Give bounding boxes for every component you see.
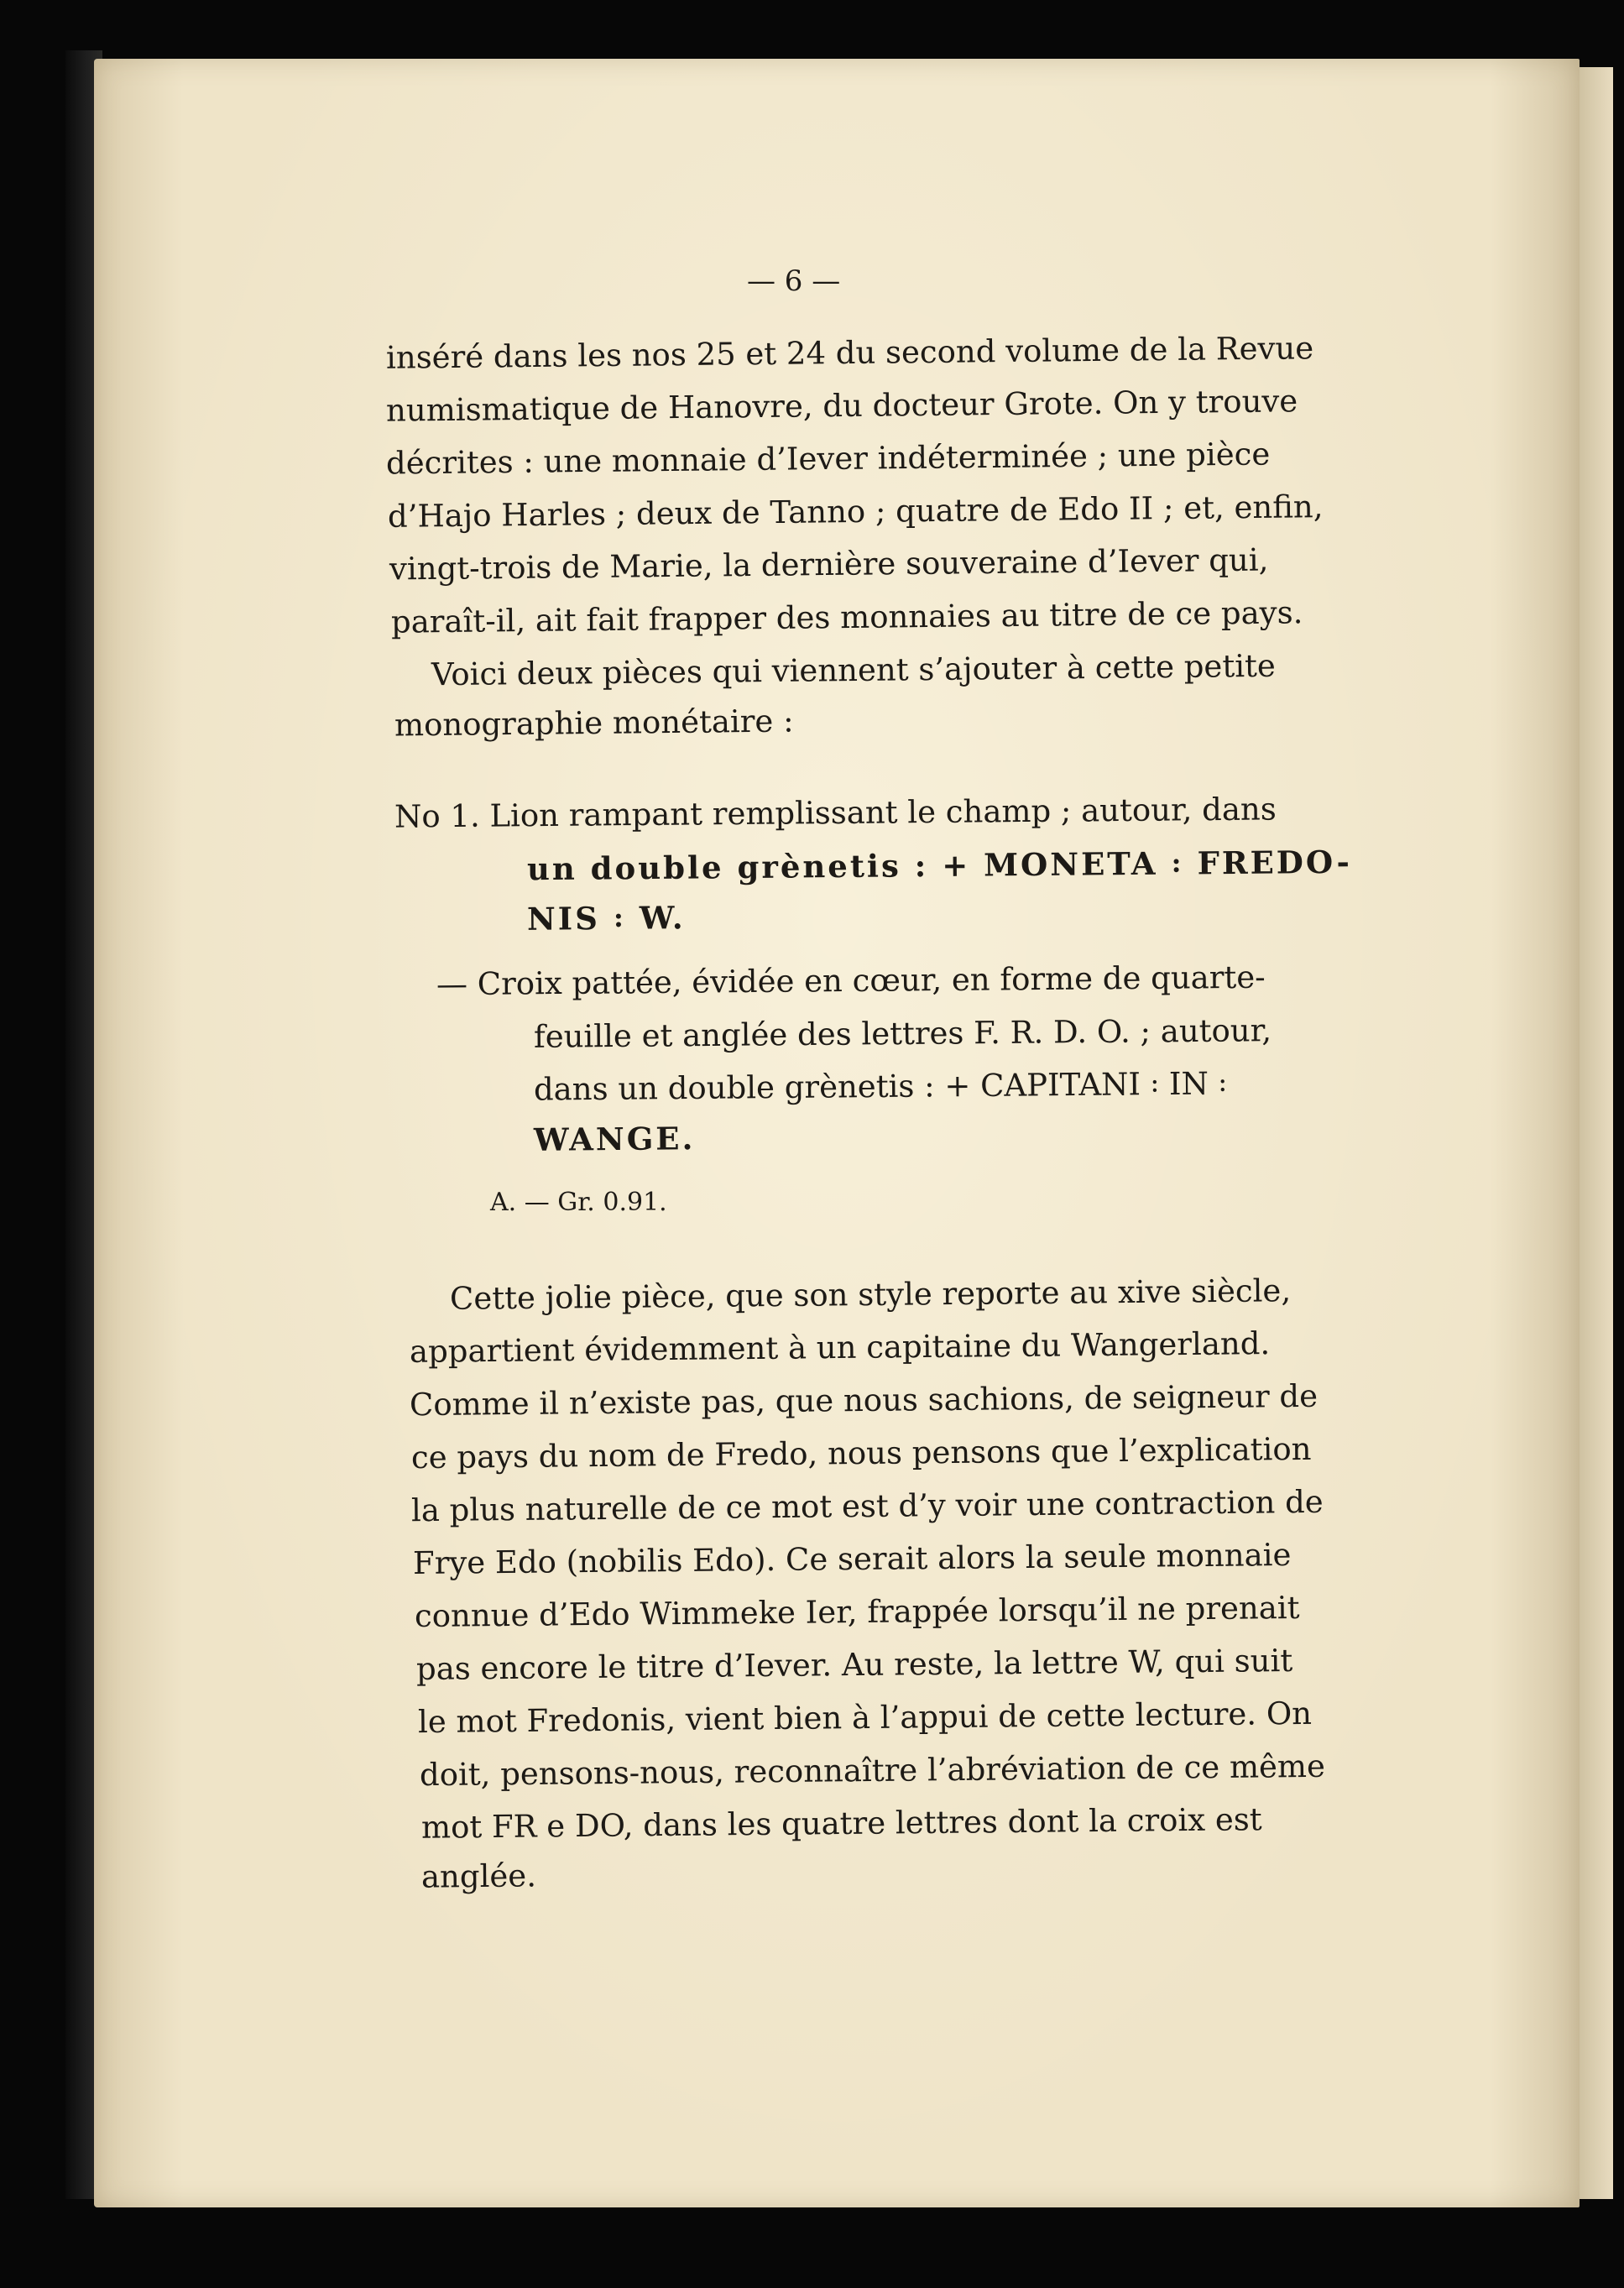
text-line: Comme il n’existe pas, que nous sachions, de seigneur de (409, 1377, 1319, 1423)
coin-obverse-line: NIS ꞉ W. (526, 899, 686, 938)
coin-obverse-line: un double grènetis : + MONETA ꞉ FREDO- (526, 843, 1353, 888)
text-line: Frye Edo (nobilis Edo). Ce serait alors la seule monnaie (412, 1536, 1292, 1582)
text-line: le mot Fredonis, vient bien à l’appui de cette lecture. On (417, 1695, 1313, 1741)
text-line: appartient évidemment à un capitaine du Wangerland. (409, 1325, 1271, 1370)
coin-reverse-line: WANGE. (533, 1120, 696, 1158)
next-page-edge (1580, 67, 1613, 2199)
coin-reverse-line: — Croix pattée, évidée en cœur, en forme de quarte- (436, 959, 1266, 1003)
text-line: ce pays du nom de Fredo, nous pensons que l’explication (410, 1430, 1312, 1476)
text-line: Voici deux pièces qui viennent s’ajouter à cette petite (431, 647, 1277, 693)
coin-reverse-line: feuille et anglée des lettres F. R. D. O. ; autour, (533, 1012, 1272, 1055)
text-line: anglée. (420, 1857, 537, 1895)
coin-reverse-line: dans un double grènetis : + CAPITANI ꞉ IN ꞉ (533, 1065, 1228, 1108)
text-line: monographie monétaire : (394, 703, 794, 744)
text-line: connue d’Edo Wimmeke Ier, frappée lorsqu’il ne prenait (414, 1589, 1300, 1635)
text-line: d’Hajo Harles ; deux de Tanno ; quatre de Edo II ; et, enfin, (387, 488, 1324, 535)
text-line: pas encore le titre d’Iever. Au reste, la lettre W, qui suit (415, 1642, 1293, 1688)
text-line: mot FR e DO, dans les quatre lettres dont la croix est (420, 1801, 1262, 1846)
text-line: doit, pensons-nous, reconnaître l’abréviation de ce même (419, 1747, 1326, 1794)
text-line: numismatique de Hanovre, du docteur Grote. On y trouve (385, 383, 1298, 429)
coin-obverse-line: No 1. Lion rampant remplissant le champ ; autour, dans (394, 791, 1277, 835)
text-line: décrites : une monnaie d’Iever indéterminée ; une pièce (385, 436, 1271, 482)
text-line: paraît-il, ait fait frapper des monnaies au titre de ce pays. (390, 594, 1303, 640)
page-number: — 6 — (747, 264, 841, 298)
coin-weight: A. — Gr. 0.91. (490, 1188, 667, 1217)
text-line: inséré dans les nos 25 et 24 du second volume de la Revue (385, 330, 1314, 376)
text-line: la plus naturelle de ce mot est d’y voir une contraction de (410, 1483, 1324, 1529)
paper-page (94, 59, 1580, 2207)
text-line: Cette jolie pièce, que son style reporte au xive siècle, (449, 1272, 1292, 1317)
text-line: vingt-trois de Marie, la dernière souveraine d’Iever qui, (389, 541, 1269, 588)
